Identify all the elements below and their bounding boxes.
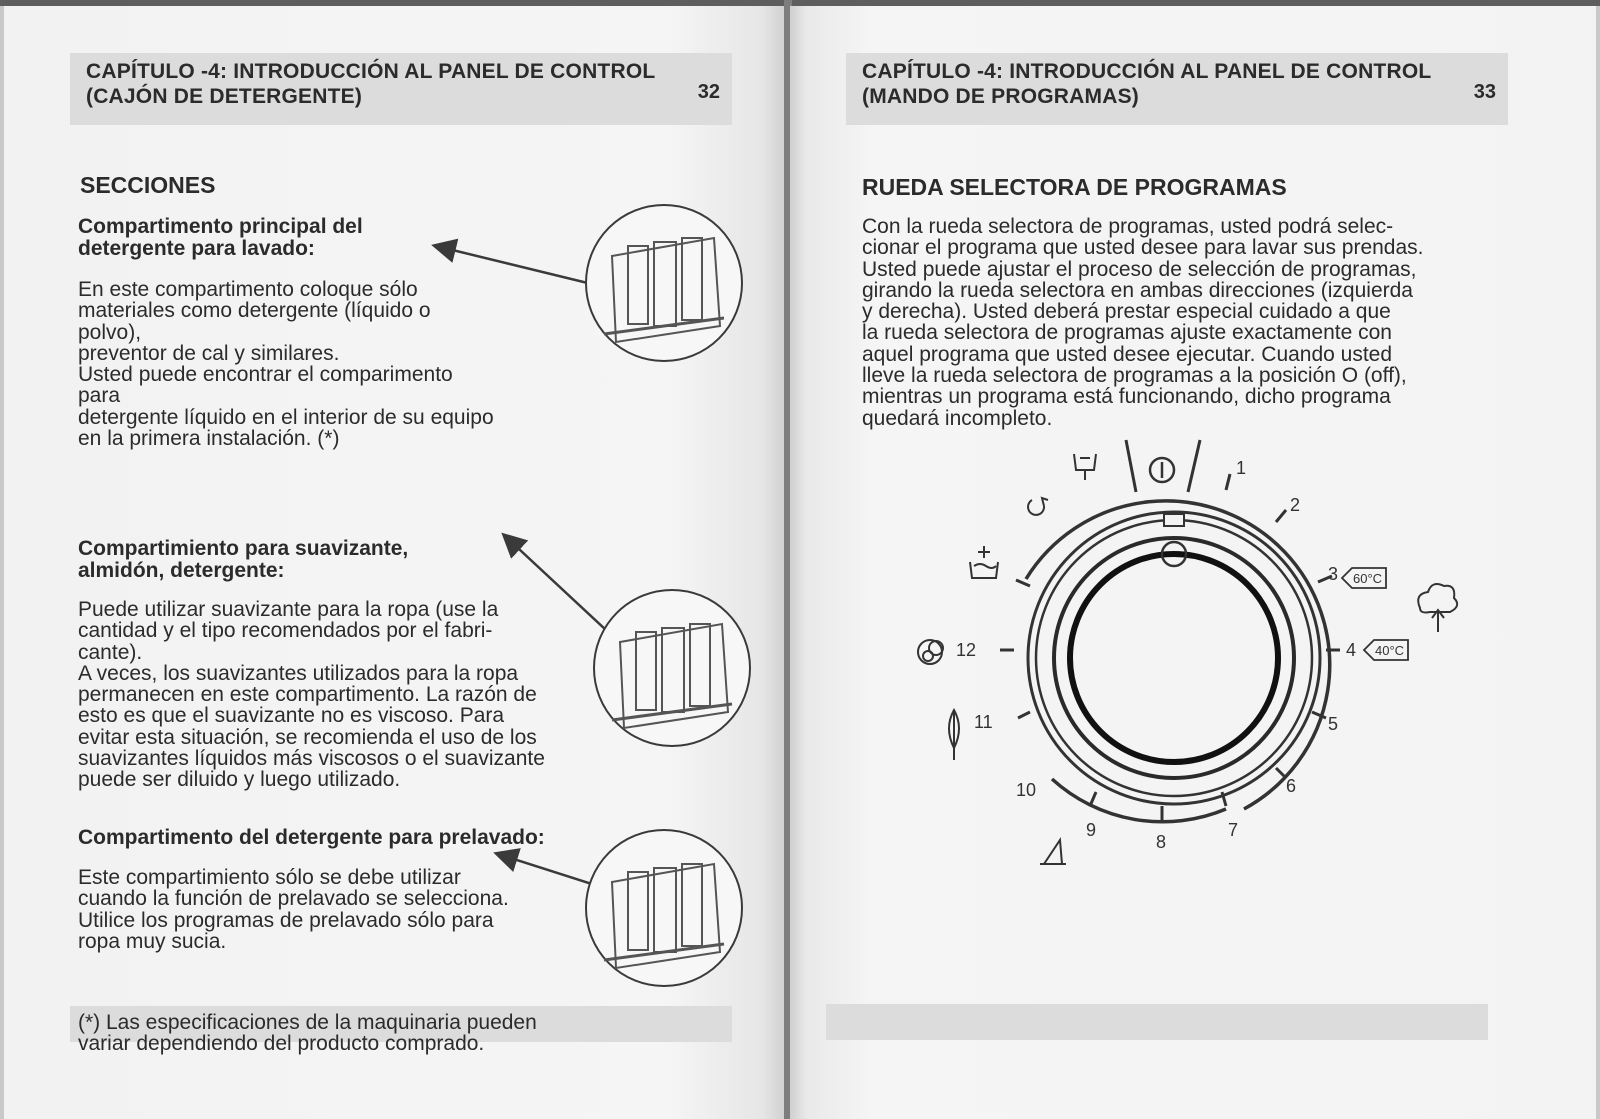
synthetics-cloud-icon [1418, 584, 1457, 632]
footnote: (*) Las especificaciones de la maquinaria pueden variar dependiendo del producto comprado. [78, 1011, 537, 1055]
program-number-8: 8 [1156, 832, 1167, 852]
softener-title: Compartimiento para suavizante, almidón, detergente: [78, 537, 409, 582]
program-number-9: 9 [1086, 820, 1097, 840]
chapter-subtitle: (MANDO DE PROGRAMAS) [862, 85, 1139, 108]
rinse-icon [1028, 498, 1048, 515]
program-number-11: 11 [974, 712, 993, 732]
section-title: SECCIONES [80, 172, 216, 198]
prewash-title: Compartimento del detergente para prelavado: [78, 826, 545, 849]
section-title: RUEDA SELECTORA DE PROGRAMAS [862, 174, 1287, 200]
program-number-3: 3 [1328, 564, 1339, 584]
program-number-12: 12 [956, 640, 977, 660]
page-33 [790, 6, 1596, 1119]
program-number-4: 4 [1346, 640, 1357, 660]
chapter-title: CAPÍTULO -4: INTRODUCCIÓN AL PANEL DE CONTROL [86, 60, 656, 83]
chapter-subtitle: (CAJÓN DE DETERGENTE) [86, 85, 363, 108]
svg-text:40°C: 40°C [1375, 643, 1405, 658]
prewash-text: Este compartimiento sólo se debe utilizar cuando la función de prelavado se selecciona. Utilice los programas de prelavado sólo para ropa muy sucia. [78, 866, 509, 953]
chapter-title: CAPÍTULO -4: INTRODUCCIÓN AL PANEL DE CONTROL [862, 60, 1432, 83]
drawer-detail-softener [594, 590, 750, 746]
program-number-7: 7 [1228, 820, 1239, 840]
program-number-2: 2 [1290, 495, 1301, 515]
wool-icon [918, 640, 943, 664]
hand-wash-icon [1040, 840, 1066, 864]
delicate-feather-icon [949, 710, 959, 760]
drawer-illustrations [4, 6, 786, 1119]
program-dial-illustration [790, 6, 1596, 1119]
svg-text:60°C: 60°C [1353, 571, 1383, 586]
drawer-detail-main [586, 205, 742, 361]
temp-label-60 [1342, 568, 1386, 588]
page-number: 33 [1473, 81, 1496, 103]
program-number-10: 10 [1016, 780, 1037, 800]
page-32 [4, 6, 786, 1119]
page-number: 32 [697, 81, 720, 103]
main-wash-title: Compartimento principal del detergente para lavado: [78, 215, 363, 260]
softener-text: Puede utilizar suavizante para la ropa (use la cantidad y el tipo recomendados por el fabri- cante). A veces, los suavizantes utilizados para la ropa permanecen en este compartimento. La razón de esto es que el suavizante no es viscoso. Para evitar esta situación, se recomienda el uso de los suavizantes líquidos más viscosos o el suavizante puede ser diluido y luego utilizado. [78, 598, 545, 792]
selector-text: Con la rueda selectora de programas, usted podrá selec- cionar el programa que usted desee para lavar sus prendas. Usted puede ajustar el proceso de selección de programas, girando la rueda selectora en ambas direcciones (izquierda y derecha). Usted deberá prestar especial cuidado a que la rueda selectora de programas ajuste exactamente con aquel programa que usted desee ejecutar. Cuando usted lleve la rueda selectora de programas a la posición O (off), mientras un programa está funcionando, dicho programa quedará incompleto. [862, 215, 1424, 430]
program-number-6: 6 [1286, 776, 1297, 796]
prewash-plus-icon [970, 546, 998, 578]
temp-label-40 [1364, 640, 1408, 660]
program-number-5: 5 [1328, 714, 1339, 734]
main-wash-text: En este compartimento coloque sólo materiales como detergente (líquido o polvo), preventor de cal y similares. Usted puede encontrar el comparimento para detergente líquido en el interior de su equipo en la primera instalación. (*) [78, 278, 494, 451]
drawer-detail-prewash [586, 830, 742, 986]
footer-band-right [826, 1004, 1488, 1040]
program-number-1: 1 [1236, 458, 1247, 478]
drain-spin-icon [1074, 454, 1096, 480]
